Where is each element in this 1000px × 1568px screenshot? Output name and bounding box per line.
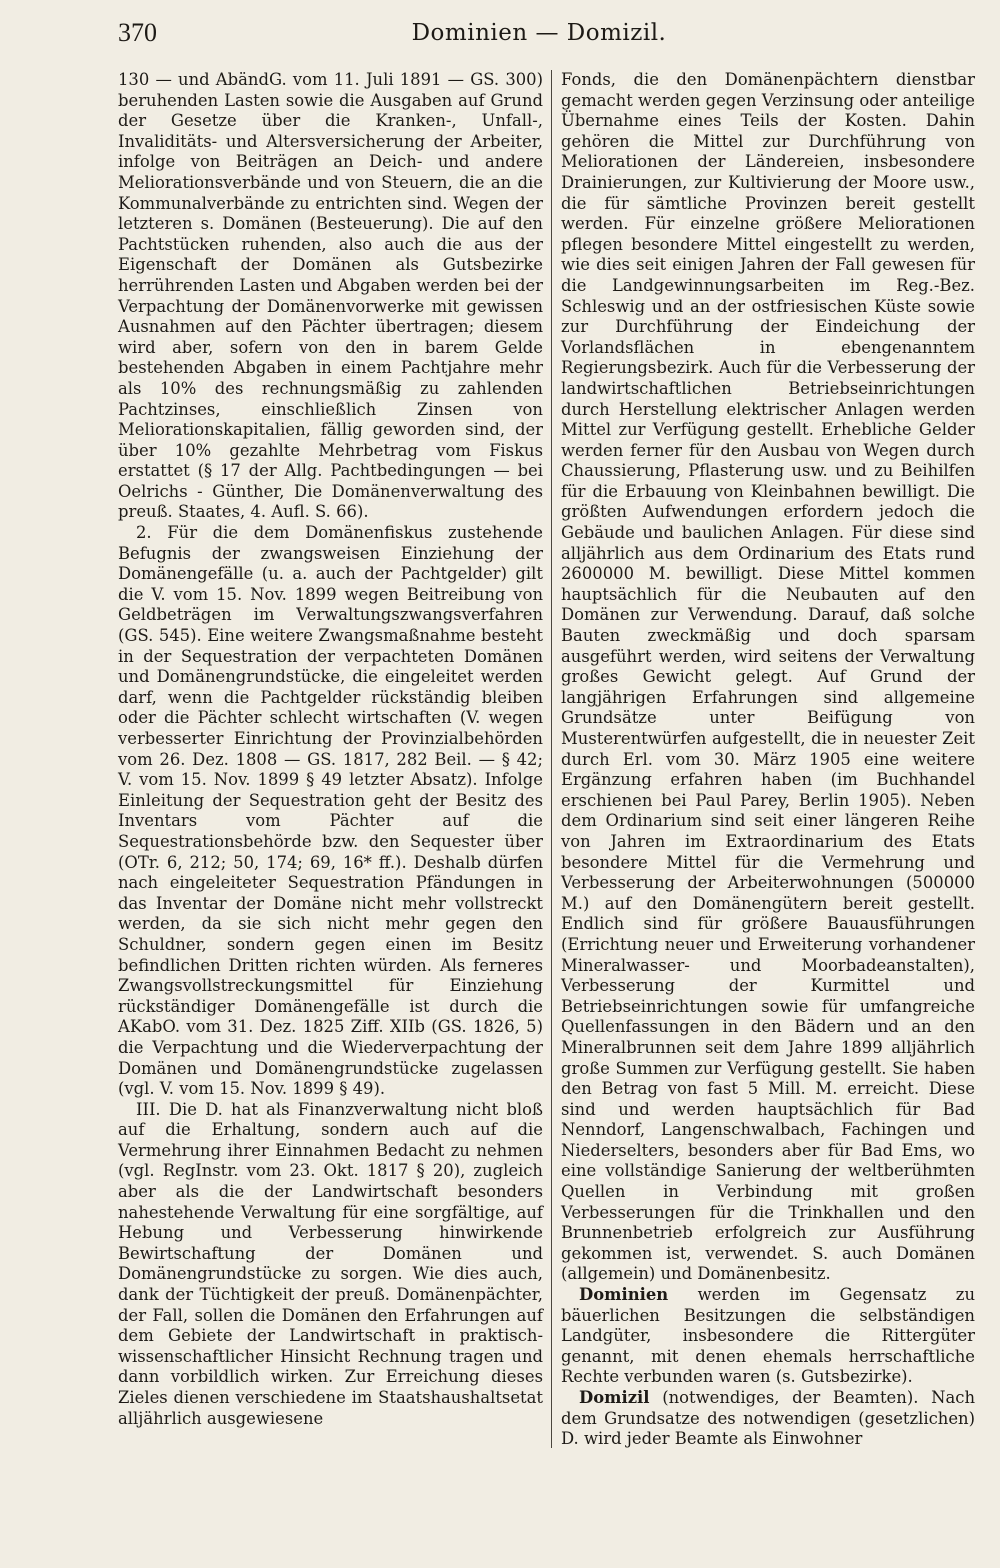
right-column [561,70,975,1450]
entry-dominien [561,1285,975,1388]
right-paragraph-1: Fonds, die den Domänenpächtern dienstbar gemacht werden gegen Verzinsung oder anteilige Übernahme eines Teils der Kosten. Dahin gehören die Mittel zur Durchführung von Meliorationen der Ländereien, insbesondere Drainierungen, zur Kultivierung der Moore usw., die für sämtliche Provinzen bereit gestellt werden. Für einzelne größere Meliorationen pflegen besondere Mittel eingestellt zu werden, wie dies seit einigen Jahren der Fall gewesen für die Landgewinnungsarbeiten im Reg.-Bez. Schleswig und an der ostfriesischen Küste sowie zur Durchführung der Eindeichung der Vorlandsflächen in ebengenanntem Regierungsbezirk. Auch für die Verbesserung der landwirtschaftlichen Betriebseinrichtungen durch Herstellung elektrischer Anlagen werden Mittel zur Verfügung gestellt. Erhebliche Gelder werden ferner für den Ausbau von Wegen durch Chaussierung, Pflasterung usw. und zu Beihilfen für die Erbauung von Kleinbahnen bewilligt. Die größten Aufwendungen erfordern jedoch die Gebäude und baulichen Anlagen. Für diese sind alljährlich aus dem Ordinarium des Etats rund 2600000 M. bewilligt. Diese Mittel kommen hauptsächlich für die Neubauten auf den Domänen zur Verwendung. Darauf, daß solche Bauten zweckmäßig und doch sparsam ausgeführt werden, wird seitens der Verwaltung großes Gewicht gelegt. Auf Grund der langjährigen Erfahrungen sind allgemeine Grundsätze unter Beifügung von Musterentwürfen aufgestellt, die in neuester Zeit durch Erl. vom 30. März 1905 eine weitere Ergänzung erfahren haben (im Buchhandel erschienen bei Paul Parey, Berlin 1905). Neben dem Ordinarium sind seit einer längeren Reihe von Jahren im Extraordinarium des Etats besondere Mittel für die Vermehrung und Verbesserung der Arbeiterwohnungen (500000 M.) auf den Domänengütern bereit gestellt. Endlich sind für größere Bauausführungen (Errichtung neuer und Erweiterung vorhandener Mineralwasser- und Moorbadeanstalten), Verbesserung der Kurmittel und Betriebseinrichtungen sowie für umfangreiche Quellenfassungen in den Bädern und an den Mineralbrunnen seit dem Jahre 1899 alljährlich große Summen zur Verfügung gestellt. Sie haben den Betrag von fast 5 Mill. M. erreicht. Diese sind und werden hauptsächlich für Bad Nenndorf, Langenschwalbach, Fachingen und Niederselters, besonders aber für Bad Ems, wo eine vollständige Sanierung der weltberühmten Quellen in Verbindung mit großen Verbesserungen für die Trinkhallen und den Brunnenbetrieb erfolgreich zur Ausführung gekommen ist, verwendet. S. auch Domänen (allgemein) und Domänenbesitz. [561,70,975,1284]
entry-dominien-keyword: Dominien [579,1285,669,1305]
page-number: 370 [118,18,157,47]
page-header [118,18,960,58]
entry-dominien-text: werden im Gegensatz zu bäuerlichen Besitzungen die selbständigen Landgüter, insbesondere die Rittergüter genannt, mit denen ehemals herrschaftliche Rechte verbunden waren (s. Gutsbezirke). [561,1285,975,1387]
left-paragraph-2: 2. Für die dem Domänenfiskus zustehende Befugnis der zwangsweisen Einziehung der Domänengefälle (u. a. auch der Pachtgelder) gilt die V. vom 15. Nov. 1899 wegen Beitreibung von Geldbeträgen im Verwaltungszwangsverfahren (GS. 545). Eine weitere Zwangsmaßnahme besteht in der Sequestration der verpachteten Domänen und Domänengrundstücke, die eingeleitet werden darf, wenn die Pachtgelder rückständig bleiben oder die Pächter schlecht wirtschaften (V. wegen verbesserter Einrichtung der Provinzialbehörden vom 26. Dez. 1808 — GS. 1817, 282 Beil. — § 42; V. vom 15. Nov. 1899 § 49 letzter Absatz). Infolge Einleitung der Sequestration geht der Besitz des Inventars vom Pächter auf die Sequestrationsbehörde bzw. den Sequester über (OTr. 6, 212; 50, 174; 69, 16* ff.). Deshalb dürfen nach eingeleiteter Sequestration Pfändungen in das Inventar der Domäne nicht mehr vollstreckt werden, da sie sich nicht mehr gegen den Schuldner, sondern gegen einen im Besitz befindlichen Dritten richten würden. Als ferneres Zwangsvollstreckungsmittel für Einziehung rückständiger Domänengefälle ist durch die AKabO. vom 31. Dez. 1825 Ziff. XIIb (GS. 1826, 5) die Verpachtung und die Wiederverpachtung der Domänen und Domänengrundstücke zugelassen (vgl. V. vom 15. Nov. 1899 § 49). [118,523,543,1099]
entry-domizil [561,1388,975,1450]
left-paragraph-3: III. Die D. hat als Finanzverwaltung nicht bloß auf die Erhaltung, sondern auch auf die Vermehrung ihrer Einnahmen Bedacht zu nehmen (vgl. RegInstr. vom 23. Okt. 1817 § 20), zugleich aber als die der Landwirtschaft besonders nahestehende Verwaltung für eine sorgfältige, auf Hebung und Verbesserung hinwirkende Bewirtschaftung der Domänen und Domänengrundstücke zu sorgen. Wie dies auch, dank der Tüchtigkeit der preuß. Domänenpächter, der Fall, sollen die Domänen den Erfahrungen auf dem Gebiete der Landwirtschaft in praktisch-wissenschaftlicher Hinsicht Rechnung tragen und dann vorbildlich wirken. Zur Erreichung dieses Zieles dienen verschiedene im Staatshaushaltsetat alljährlich ausgewiesene [118,1099,543,1428]
entry-domizil-keyword: Domizil [579,1388,650,1407]
column-divider [551,70,552,1448]
running-head: Dominien — Domizil. [411,20,667,46]
left-column [118,70,543,1429]
left-paragraph-1: 130 — und AbändG. vom 11. Juli 1891 — GS. 300) beruhenden Lasten sowie die Ausgaben auf Grund der Gesetze über die Kranken-, Unfall-, Invaliditäts- und Altersversicherung der Arbeiter, infolge von Beiträgen an Deich- und andere Meliorationsverbände und von Steuern, die an die Kommunalverbände zu entrichten sind. Wegen der letzteren s. Domänen (Besteuerung). Die auf den Pachtstücken ruhenden, also auch die aus der Eigenschaft der Domänen als Gutsbezirke herrührenden Lasten und Abgaben werden bei der Verpachtung der Domänenvorwerke mit gewissen Ausnahmen auf den Pächter übertragen; diesem wird aber, sofern von den in barem Gelde bestehenden Abgaben in einem Pachtjahre mehr als 10% des rechnungsmäßig zu zahlenden Pachtzinses, einschließlich Zinsen von Meliorationskapitalien, fällig geworden sind, der über 10% gezahlte Mehrbetrag vom Fiskus erstattet (§ 17 der Allg. Pachtbedingungen — bei Oelrichs - Günther, Die Domänenverwaltung des preuß. Staates, 4. Aufl. S. 66). [118,70,543,522]
entry-domizil-text: (notwendiges, der Beamten). Nach dem Grundsatze des notwendigen (gesetzlichen) D. wird jeder Beamte als Einwohner [561,1388,975,1449]
